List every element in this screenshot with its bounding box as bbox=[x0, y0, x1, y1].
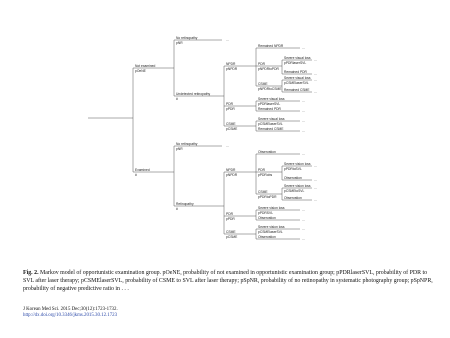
ne-no-retinopathy-prob: pNR bbox=[176, 40, 183, 45]
ne-npdr-pdr-svl-label: Severe visual loss bbox=[284, 55, 311, 60]
ne-pdr-svl-label: Severe visual loss bbox=[258, 96, 285, 101]
figure-label: Fig. 2. bbox=[23, 270, 39, 276]
ne-npdr-to-csme-label: CSME bbox=[258, 81, 268, 86]
ex-no-retinopathy-label: No retinopathy bbox=[176, 141, 198, 146]
continuation-dots: ... bbox=[314, 186, 317, 190]
continuation-dots: ... bbox=[302, 129, 305, 133]
ne-csme-label: CSME bbox=[226, 121, 236, 126]
ex-retinopathy-label: Retinopathy bbox=[176, 201, 194, 206]
figure-caption bbox=[23, 269, 433, 293]
ne-undetected-label: Undetected retinopathy bbox=[176, 91, 211, 96]
ne-npdr-pdr-svl-prob: pPDRlaserSVL bbox=[284, 60, 307, 65]
ex-pdr-svl-prob: pPDRSVL bbox=[258, 210, 274, 215]
ne-npdr-csme-svl-prob: pCSMElaserSVL bbox=[284, 80, 309, 85]
journal-reference: J Korean Med Sci. 2015 Dec;30(12):1723-1732. bbox=[23, 307, 118, 312]
ne-pdr-prob: pPDR bbox=[226, 106, 235, 111]
ne-npdr-remained-pdr-label: Remained PDR bbox=[284, 69, 307, 74]
ex-csme-label: CSME bbox=[226, 229, 236, 234]
continuation-dots: ... bbox=[302, 218, 305, 222]
ne-no-retinopathy-label: No retinopathy bbox=[176, 35, 198, 40]
ne-pdr-label: PDR bbox=[226, 101, 233, 106]
continuation-dots: ... bbox=[226, 144, 229, 148]
ex-pdr-prob: pPDR bbox=[226, 216, 235, 221]
continuation-dots: ... bbox=[314, 90, 317, 94]
citation bbox=[23, 307, 323, 319]
ex-pdr-label: PDR bbox=[226, 211, 233, 216]
continuation-dots: ... bbox=[314, 58, 317, 62]
ne-npdr-csme-svl-label: Severe visual loss bbox=[284, 75, 311, 80]
ex-npdr-pdr-prob: pPDRobs bbox=[258, 172, 273, 177]
continuation-dots: ... bbox=[314, 178, 317, 182]
continuation-dots: ... bbox=[314, 72, 317, 76]
continuation-dots: ... bbox=[314, 198, 317, 202]
ex-npdr-prob: pNPDR bbox=[226, 172, 238, 177]
ex-npdr-label: NPDR bbox=[226, 167, 236, 172]
ex-npdr-pdr-svl-label: Severe vision loss bbox=[284, 161, 311, 166]
ne-npdr-to-pdr-prob: pNPDRtoPDR bbox=[258, 66, 279, 71]
continuation-dots: ... bbox=[302, 109, 305, 113]
continuation-dots: ... bbox=[302, 237, 305, 241]
ex-csme-svl-label: Severe vision loss bbox=[258, 224, 285, 229]
ne-undetected-prob: # bbox=[176, 96, 178, 101]
ex-npdr-csme-obs-label: Observation bbox=[284, 195, 302, 200]
ex-npdr-csme-prob: pPDRtoPDR bbox=[258, 194, 277, 199]
ne-npdr-label: NPDR bbox=[226, 61, 236, 66]
ne-npdr-remained-csme-label: Remained CSME bbox=[284, 87, 310, 92]
ne-npdr-to-csme-prob: pNPDRtoCSME bbox=[258, 86, 282, 91]
continuation-dots: ... bbox=[302, 119, 305, 123]
ne-npdr-pdr-label: PDR bbox=[258, 61, 265, 66]
ne-csme-remained-label: Remained CSME bbox=[258, 126, 284, 131]
ex-npdr-pdr-obs-label: Observation bbox=[284, 175, 302, 180]
examined-label: Examined bbox=[135, 167, 150, 172]
ex-observation-label: Observation bbox=[258, 149, 276, 154]
ex-pdr-obs-label: Observation bbox=[258, 215, 276, 220]
ex-csme-svl-prob: pCSMElaserSVL bbox=[258, 229, 283, 234]
ex-retinopathy-prob: # bbox=[176, 206, 178, 211]
ne-csme-svl-label: Severe visual loss bbox=[258, 116, 285, 121]
ne-csme-prob: pCSME bbox=[226, 126, 238, 131]
ex-csme-prob: pCSME bbox=[226, 234, 238, 239]
continuation-dots: ... bbox=[302, 99, 305, 103]
not-examined-label: Not examined bbox=[135, 63, 156, 68]
ne-remained-npdr-label: Remained NPDR bbox=[258, 43, 284, 48]
ex-no-retinopathy-prob: pNR bbox=[176, 146, 183, 151]
ne-pdr-svl-prob: pPDRlaserSVL bbox=[258, 101, 281, 106]
ex-npdr-csme-svl-label: Severe vision loss bbox=[284, 183, 311, 188]
continuation-dots: ... bbox=[302, 46, 305, 50]
ne-csme-svl-prob: pCSMElaserSVL bbox=[258, 121, 283, 126]
ex-npdr-pdr-label: PDR bbox=[258, 167, 265, 172]
continuation-dots: ... bbox=[314, 164, 317, 168]
continuation-dots: ... bbox=[302, 208, 305, 212]
caption-text: Markov model of opportunistic examination group. pOeNE, probability of not examined in opportunistic examination group; pPDRlaserSVL, probability of PDR to SVL after laser therapy; pCSMElaserSVL, probability of CSME to SVL after laser therapy; pSpNR, probability of no retinopathy in systematic photography group; pSpNPR, probability of negative predictive ratio in . . . bbox=[23, 270, 433, 293]
ne-npdr-prob: pNPDR bbox=[226, 66, 238, 71]
ex-npdr-pdr-svl-prob: pPDRtoSVL bbox=[284, 166, 302, 171]
continuation-dots: ... bbox=[302, 227, 305, 231]
examined-prob: # bbox=[135, 172, 137, 177]
doi-link[interactable]: http://dx.doi.org/10.3346/jkms.2015.30.12.1723 bbox=[23, 313, 118, 319]
continuation-dots: ... bbox=[302, 152, 305, 156]
ex-npdr-csme-svl-prob: pCSMEtoSVL bbox=[284, 188, 305, 193]
continuation-dots: ... bbox=[314, 78, 317, 82]
ne-pdr-remained-label: Remained PDR bbox=[258, 106, 281, 111]
ex-pdr-svl-label: Severe vision loss bbox=[258, 205, 285, 210]
ex-csme-obs-label: Observation bbox=[258, 234, 276, 239]
continuation-dots: ... bbox=[226, 38, 229, 42]
ex-npdr-csme-label: CSME bbox=[258, 189, 268, 194]
not-examined-prob: pOeNE bbox=[135, 68, 146, 73]
